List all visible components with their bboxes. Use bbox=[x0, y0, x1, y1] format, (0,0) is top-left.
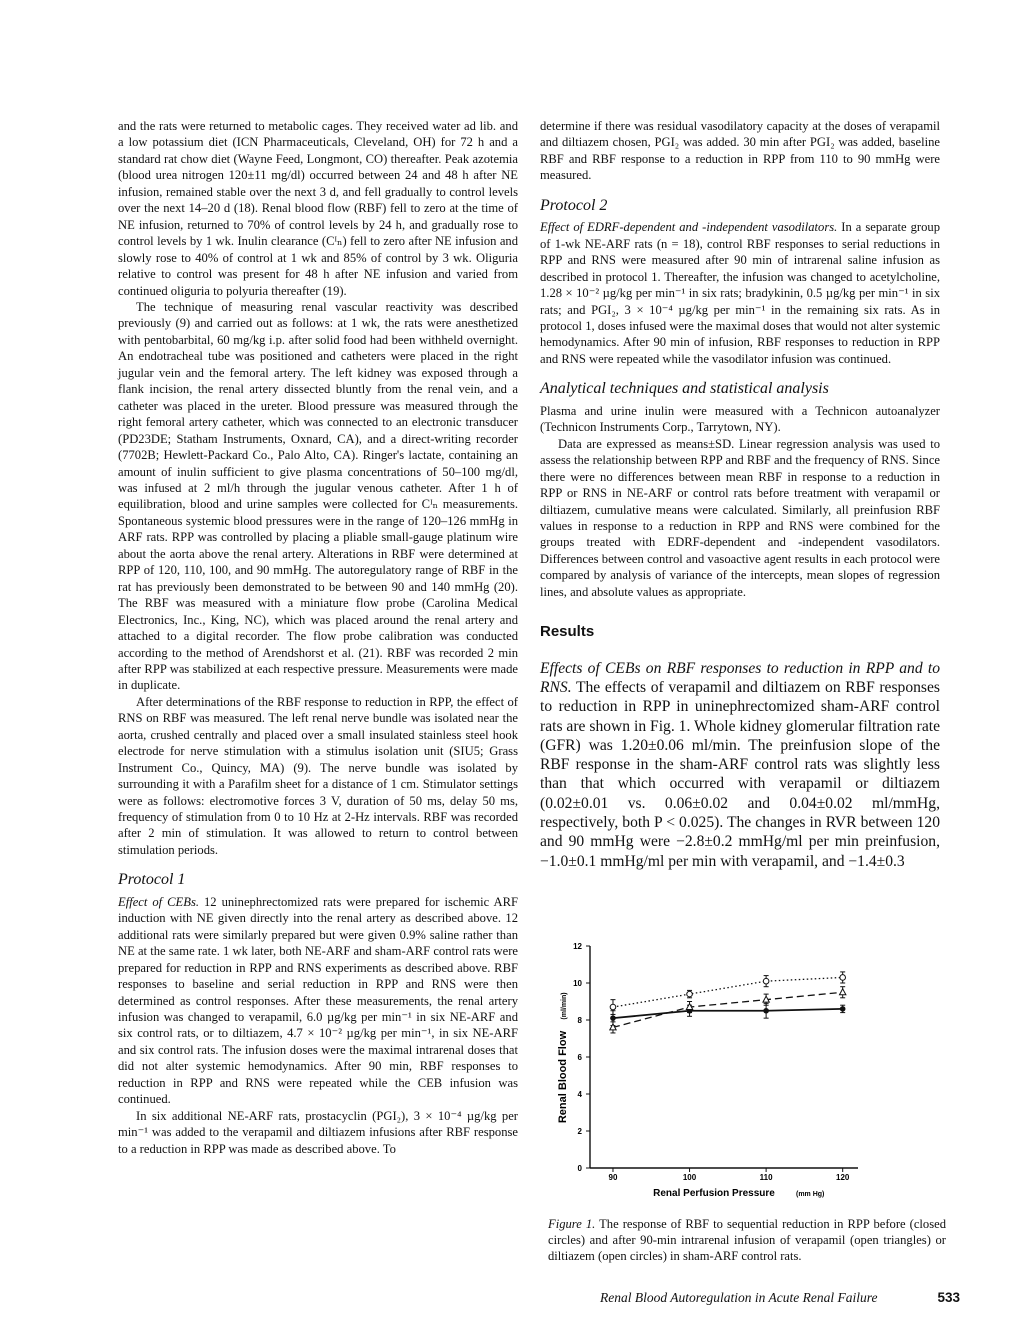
paragraph-body: The effects of verapamil and diltiazem on RBF responses to reduction in RPP in uninephrectomized sham-ARF control rats are shown in Fig. 1. Whole kidney glomerular filtration rate (GFR) was 1.20±0.06 ml/min. The preinfusion slope of the RBF response in the sham-ARF control rats was slightly less than that which occurred with verapamil or diltiazem (0.02±0.01 vs. 0.06±0.02 and 0.04±0.02 ml/mmHg, respectively, both P < 0.025). The changes in RVR between 120 and 90 mmHg were −2.8±0.2 mmHg/ml per min preinfusion, −1.0±0.1 mmHg/ml per min with verapamil, and −1.4±0.3 bbox=[540, 678, 940, 870]
data-point bbox=[840, 1006, 846, 1012]
paragraph bbox=[540, 659, 940, 871]
x-tick-label: 120 bbox=[836, 1173, 850, 1182]
y-axis-label: Renal Blood Flow bbox=[557, 1030, 569, 1124]
y-tick-label: 2 bbox=[577, 1127, 582, 1136]
caption-text: The response of RBF to sequential reduction in RPP before (closed circles) and after 90-min intrarenal infusion of verapamil (open triangles) or diltiazem (open circles) in sham-ARF control rats. bbox=[548, 1217, 947, 1263]
paragraph: The technique of measuring renal vascular reactivity was described previously (9) and carried out as follows: at 1 wk, the rats were anesthetized with pentobarbital, 60 mg/kg i.p. after solid food had been withheld overnight. An endotracheal tube was positioned and catheters were placed in the right jugular vein and the femoral artery. The left kidney was exposed through a flank incision, the renal artery dissected bluntly from the renal vein, and a catheter was placed in the ureter. Blood pressure was measured through the right femoral artery catheter, which was connected to an electronic transducer (PD23DE; Statham Instruments, Oxnard, CA), and a direct-writing recorder (7702B; Hewlett-Packard Co., Palo Alto, CA). Ringer's lactate, containing an amount of inulin sufficient to give plasma concentrations of 50–100 mg/dl, was infused at 2 ml/h through the jugular venous catheter. After 1 h of equilibration, blood and urine samples were collected for Cᴵₙ measurements. Spontaneous systemic blood pressures were in the range of 120–126 mmHg in ARF rats. RPP was controlled by placing a pliable small-gauge platinum wire about the aorta above the renal artery. Alterations in RBF were determined at RPP of 120, 110, 100, and 90 mmHg. The autoregulatory range of RBF in the rat has previously been demonstrated to be between 90 and 140 mmHg (20). The RBF was measured with a miniature flow probe (Carolina Medical Electronics, Inc., King, NC), which was placed around the renal artery and attached to a digital recorder. The flow probe calibration was conducted according to the method of Arendshorst et al. (21). RBF was recorded 2 min after RPP was stabilized at each respective pressure. Measurements were made in duplicate. bbox=[118, 299, 518, 693]
left-column bbox=[118, 118, 518, 1157]
data-point bbox=[610, 1015, 616, 1021]
data-point bbox=[687, 991, 693, 997]
analytical-heading: Analytical techniques and statistical analysis bbox=[540, 380, 829, 398]
page-footer bbox=[600, 1290, 960, 1306]
data-point bbox=[839, 989, 845, 995]
y-tick-label: 6 bbox=[577, 1053, 582, 1062]
paragraph: and the rats were returned to metabolic cages. They received water ad lib. and a low potassium diet (ICN Pharmaceuticals, Cleveland, OH) for 72 h and a standard rat chow diet (Wayne Feed, Longmont, CO) thereafter. Peak azotemia (blood urea nitrogen 120±11 mg/dl) occurred between 24 and 48 h after NE infusion, remained stable over the next 3 d, and fell gradually to control levels over the next 14–20 d (18). Renal blood flow (RBF) fell to zero at the time of NE infusion, returned to 70% of control levels by 24 h, and gradually rose to control levels by 1 wk. Inulin clearance (Cᴵₙ) fell to zero after NE infusion and slowly rose to 40% of control at 1 wk and 85% of control by 3 wk. Oliguria relative to control was present for 48 h after NE infusion and varied from continued oliguria to polyuria thereafter (19). bbox=[118, 119, 518, 298]
y-tick-label: 12 bbox=[573, 942, 582, 951]
x-tick-label: 90 bbox=[608, 1173, 618, 1182]
paragraph-lead: Effect of EDRF-dependent and -independent vasodilators. bbox=[540, 220, 838, 235]
caption-label: Figure 1. bbox=[548, 1217, 596, 1231]
rbf-chart bbox=[540, 938, 940, 1208]
paragraph-body: 12 uninephrectomized rats were prepared for ischemic ARF induction with NE given directly into the renal artery as described above. 12 additional rats were similarly prepared but were given 0.9% saline rather than NE at the same rate. 1 wk later, both NE-ARF and sham-ARF control rats were prepared for reduction in RPP and RNS experiments as described above. RBF responses to baseline and serial reduction in RPP and RNS were then determined as control responses. After these measurements, the renal artery infusion was changed to verapamil, 6.0 µg/kg per min⁻¹ in six NE-ARF and six control rats, or to diltiazem, 4.7 × 10⁻² µg/kg per min⁻¹, in six NE-ARF and six control rats. The infusion doses were the maximal intrarenal doses that did not alter systemic hemodynamics. After 90 min, RBF responses to reduction in RPP and RNS were repeated while the CEB infusion was continued. bbox=[118, 894, 519, 1107]
x-axis-unit: (mm Hg) bbox=[796, 1191, 825, 1198]
paragraph bbox=[118, 894, 518, 1108]
results-heading: Results bbox=[540, 623, 595, 641]
page-number: 533 bbox=[937, 1290, 960, 1305]
y-tick-label: 4 bbox=[577, 1090, 582, 1099]
x-tick-label: 110 bbox=[759, 1173, 773, 1182]
right-column bbox=[540, 118, 940, 871]
series-line bbox=[613, 977, 843, 1007]
data-point bbox=[763, 1008, 769, 1014]
y-axis-unit: (ml/min) bbox=[561, 992, 568, 1020]
paragraph bbox=[540, 219, 940, 367]
paragraph: In six additional NE-ARF rats, prostacyclin (PGI₂), 3 × 10⁻⁴ µg/kg per min⁻¹ was added to the verapamil and diltiazem infusions after RBF response to a reduction in RPP was made as described above. To bbox=[118, 1108, 518, 1156]
x-axis-label: Renal Perfusion Pressure bbox=[653, 1188, 775, 1199]
figure-1 bbox=[540, 938, 940, 1208]
paragraph: Plasma and urine inulin were measured with a Technicon autoanalyzer (Technicon Instruments Corp., Tarrytown, NY). bbox=[540, 403, 940, 435]
paragraph-lead: Effect of CEBs. bbox=[118, 894, 199, 909]
figure-caption bbox=[548, 1216, 946, 1264]
running-title: Renal Blood Autoregulation in Acute Renal Failure bbox=[600, 1290, 878, 1305]
series-line bbox=[613, 1009, 843, 1018]
paragraph: Data are expressed as means±SD. Linear regression analysis was used to assess the relationship between RPP and RBF and the frequency of RNS. Since there were no differences between mean RBF in response to a reduction in RPP or RNS in NE-ARF or control rats before treatment with verapamil or diltiazem, cumulative means were calculated. Similarly, all preinfusion RBF values in response to a reduction in RPP and RNS were combined for the groups treated with EDRF-dependent and -independent vasodilators. Differences between control and vasoactive agent results in each protocol were compared by analysis of variance of the intercepts, mean slopes of regression lines, and absolute values as appropriate. bbox=[540, 436, 940, 599]
x-tick-label: 100 bbox=[682, 1173, 697, 1182]
y-tick-label: 8 bbox=[577, 1016, 582, 1025]
data-point bbox=[763, 978, 769, 984]
y-tick-label: 0 bbox=[577, 1164, 582, 1173]
data-point bbox=[610, 1004, 616, 1010]
y-tick-label: 10 bbox=[573, 979, 582, 988]
paragraph-lead: Effects of CEBs on RBF responses to reduction in RPP and to RNS. bbox=[540, 659, 940, 696]
paragraph: determine if there was residual vasodilatory capacity at the doses of verapamil and diltiazem chosen, PGI₂ was added. 30 min after PGI₂ was added, baseline RBF and RBF response to a reduction in RPP from 110 to 90 mmHg were measured. bbox=[540, 119, 940, 183]
protocol-2-heading: Protocol 2 bbox=[540, 196, 608, 214]
protocol-1-heading: Protocol 1 bbox=[118, 871, 186, 889]
data-point bbox=[840, 975, 846, 981]
paragraph: After determinations of the RBF response to reduction in RPP, the effect of RNS on RBF was measured. The left renal nerve bundle was isolated near the aorta, crushed centrally and placed over a small insulated stainless steel hook electrode for nerve stimulation with a stimulus isolation unit (SIU5; Grass Instrument Co., Quincy, MA) (9). The nerve bundle was isolated by surrounding it with a Parafilm sheet for a distance of 1 cm. Stimulator settings were as follows: electromotive forces 3 V, duration of 50 ms, delay 50 ms, frequency of stimulation from 0 to 10 Hz at 2-Hz intervals. RBF was recorded after 2 min of stimulation. It was allowed to return to control between stimulation periods. bbox=[118, 694, 518, 857]
paragraph-body: In a separate group of 1-wk NE-ARF rats (n = 18), control RBF responses to serial reductions in RPP and RNS were measured after 90 min of intrarenal saline infusion as described in protocol 1. Thereafter, the infusion was changed to acetylcholine, 1.28 × 10⁻² µg/kg per min⁻¹ in six rats; bradykinin, 0.5 µg/kg per min⁻¹ in six rats; and PGI₂, 3 × 10⁻⁴ µg/kg per min⁻¹ in the remaining six rats. As in protocol 1, doses infused were the maximal doses that would not alter systemic hemodynamics. After 90 min of infusion, RBF responses to reduction in RPP and RNS were repeated while the vasodilator infusion was continued. bbox=[540, 220, 940, 366]
